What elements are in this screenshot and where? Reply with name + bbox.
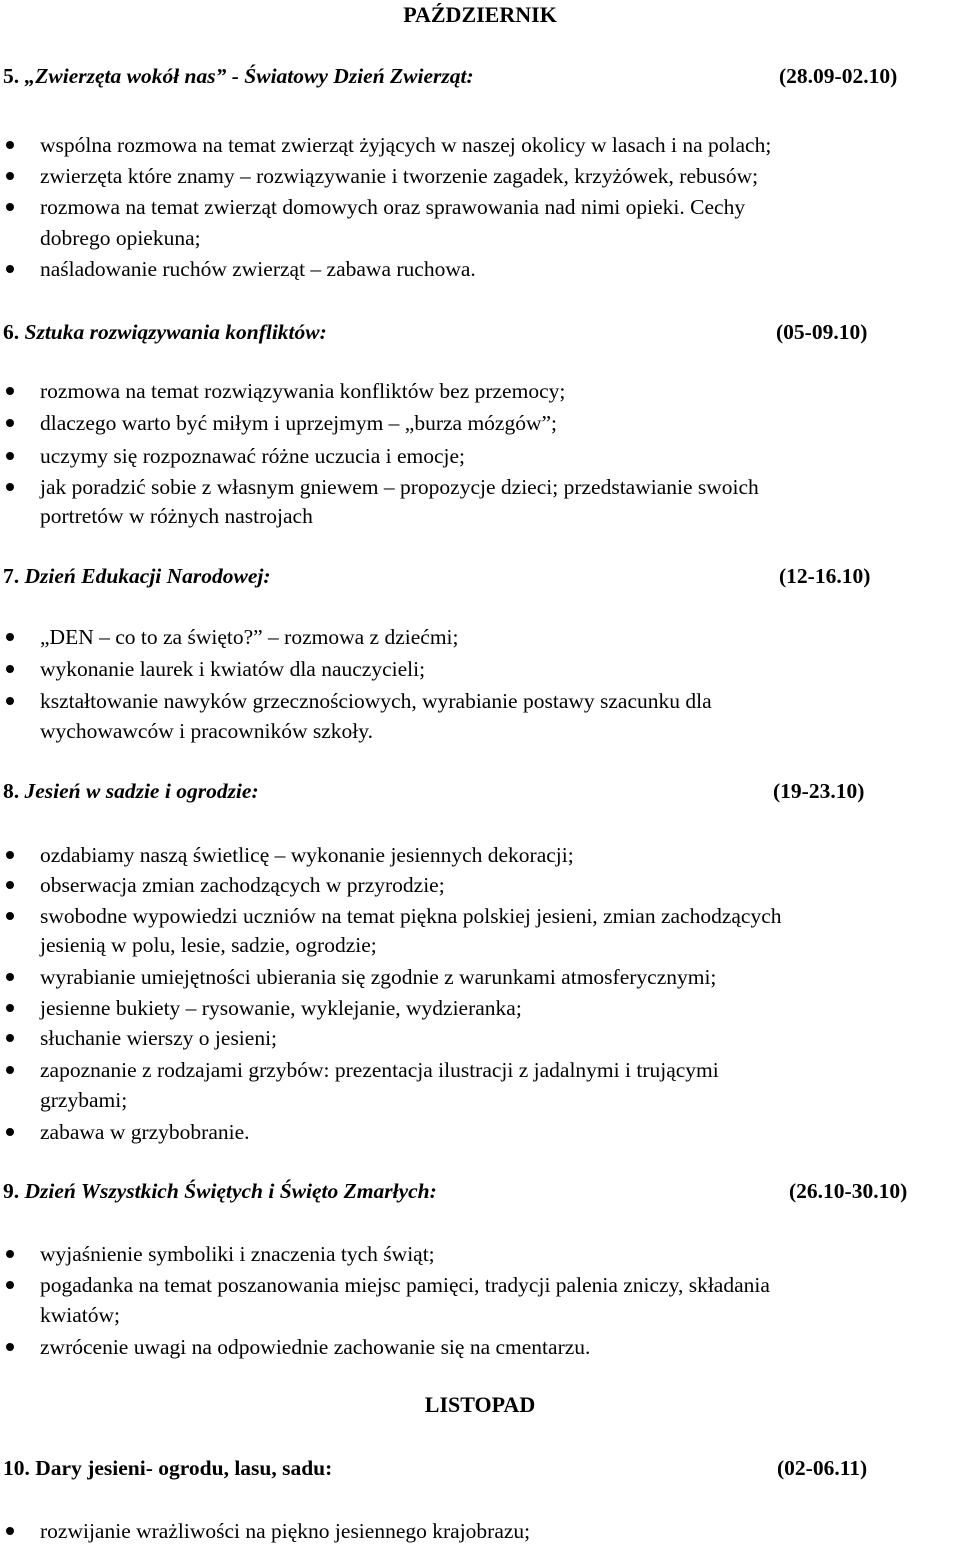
bullet-icon <box>6 1250 14 1258</box>
bullet-icon <box>6 881 14 889</box>
list-item: wykonanie laurek i kwiatów dla nauczycieli; <box>0 654 960 684</box>
bullet-icon <box>6 419 14 427</box>
section-title: Dary jesieni- ogrodu, lasu, sadu: <box>35 1456 333 1480</box>
bullet-icon <box>6 1281 14 1289</box>
bullet-icon <box>6 1066 14 1074</box>
list-item: naśladowanie ruchów zwierząt – zabawa ruchowa. <box>0 254 960 284</box>
bullet-icon <box>6 973 14 981</box>
list-item: jesienne bukiety – rysowanie, wyklejanie, wydzieranka; <box>0 993 960 1023</box>
bullet-icon <box>6 203 14 211</box>
list-item: ozdabiamy naszą świetlicę – wykonanie jesiennych dekoracji; <box>0 840 960 870</box>
section-heading-8 <box>3 779 960 809</box>
list-item-continuation: kwiatów; <box>40 1303 121 1327</box>
list-item: słuchanie wierszy o jesieni; <box>0 1023 960 1053</box>
section-heading-10 <box>3 1456 960 1486</box>
section-dates: (19-23.10) <box>773 779 865 803</box>
list-item: wyrabianie umiejętności ubierania się zgodnie z warunkami atmosferycznymi; <box>0 962 960 992</box>
section-title: Dzień Edukacji Narodowej: <box>24 564 271 588</box>
section-heading-6 <box>3 320 960 350</box>
section-number: 5. <box>3 64 20 88</box>
section-number: 7. <box>3 564 20 588</box>
list-item-continuation: grzybami; <box>40 1088 128 1112</box>
list-item-continuation: dobrego opiekuna; <box>40 226 201 250</box>
list-item: rozwijanie wrażliwości na piękno jesiennego krajobrazu; <box>0 1516 960 1546</box>
list-item-continuation: jesienią w polu, lesie, sadzie, ogrodzie; <box>40 933 377 957</box>
bullet-icon <box>6 387 14 395</box>
bullet-icon <box>6 1527 14 1535</box>
list-item: zabawa w grzybobranie. <box>0 1117 960 1147</box>
bullet-icon <box>6 851 14 859</box>
list-item: obserwacja zmian zachodzących w przyrodzie; <box>0 870 960 900</box>
section-title: „Zwierzęta wokół nas” - Światowy Dzień Zwierząt: <box>24 64 474 88</box>
list-item: wspólna rozmowa na temat zwierząt żyjących w naszej okolicy w lasach i na polach; <box>0 130 960 160</box>
list-item: jak poradzić sobie z własnym gniewem – propozycje dzieci; przedstawianie swoich <box>0 472 960 502</box>
bullet-icon <box>6 1343 14 1351</box>
section-heading-5 <box>3 64 960 94</box>
list-item: uczymy się rozpoznawać różne uczucia i emocje; <box>0 441 960 471</box>
section-dates: (12-16.10) <box>779 564 871 588</box>
list-item-continuation: portretów w różnych nastrojach <box>40 504 313 528</box>
list-item: zwierzęta które znamy – rozwiązywanie i tworzenie zagadek, krzyżówek, rebusów; <box>0 161 960 191</box>
list-item: rozmowa na temat rozwiązywania konfliktów bez przemocy; <box>0 376 960 406</box>
section-title: Sztuka rozwiązywania konfliktów: <box>24 320 327 344</box>
list-item-continuation: wychowawców i pracowników szkoły. <box>40 719 373 743</box>
bullet-icon <box>6 633 14 641</box>
section-dates: (05-09.10) <box>776 320 868 344</box>
section-title: Jesień w sadzie i ogrodzie: <box>24 779 259 803</box>
section-number: 9. <box>3 1179 20 1203</box>
list-item: swobodne wypowiedzi uczniów na temat piękna polskiej jesieni, zmian zachodzących <box>0 901 960 931</box>
section-heading-7 <box>3 564 960 594</box>
list-item: pogadanka na temat poszanowania miejsc pamięci, tradycji palenia zniczy, składania <box>0 1270 960 1300</box>
bullet-icon <box>6 1004 14 1012</box>
section-title: Dzień Wszystkich Świętych i Święto Zmarłych: <box>24 1179 437 1203</box>
bullet-icon <box>6 483 14 491</box>
section-heading-9 <box>3 1179 960 1209</box>
bullet-icon <box>6 697 14 705</box>
list-item: „DEN – co to za święto?” – rozmowa z dziećmi; <box>0 622 960 652</box>
section-number: 10. <box>3 1456 30 1480</box>
list-item: wyjaśnienie symboliki i znaczenia tych świąt; <box>0 1239 960 1269</box>
section-dates: (02-06.11) <box>777 1456 868 1480</box>
month-title-november: LISTOPAD <box>424 1392 536 1417</box>
bullet-icon <box>6 1128 14 1136</box>
section-number: 6. <box>3 320 20 344</box>
list-item: kształtowanie nawyków grzecznościowych, wyrabianie postawy szacunku dla <box>0 686 960 716</box>
section-dates: (26.10-30.10) <box>789 1179 908 1203</box>
bullet-icon <box>6 912 14 920</box>
bullet-icon <box>6 141 14 149</box>
month-title-october: PAŹDZIERNIK <box>403 2 557 27</box>
section-number: 8. <box>3 779 20 803</box>
section-dates: (28.09-02.10) <box>779 64 898 88</box>
list-item: zapoznanie z rodzajami grzybów: prezentacja ilustracji z jadalnymi i trującymi <box>0 1055 960 1085</box>
list-item: zwrócenie uwagi na odpowiednie zachowanie się na cmentarzu. <box>0 1332 960 1362</box>
bullet-icon <box>6 265 14 273</box>
bullet-icon <box>6 665 14 673</box>
list-item: rozmowa na temat zwierząt domowych oraz sprawowania nad nimi opieki. Cechy <box>0 192 960 222</box>
bullet-icon <box>6 1034 14 1042</box>
list-item: dlaczego warto być miłym i uprzejmym – „burza mózgów”; <box>0 408 960 438</box>
bullet-icon <box>6 172 14 180</box>
bullet-icon <box>6 452 14 460</box>
